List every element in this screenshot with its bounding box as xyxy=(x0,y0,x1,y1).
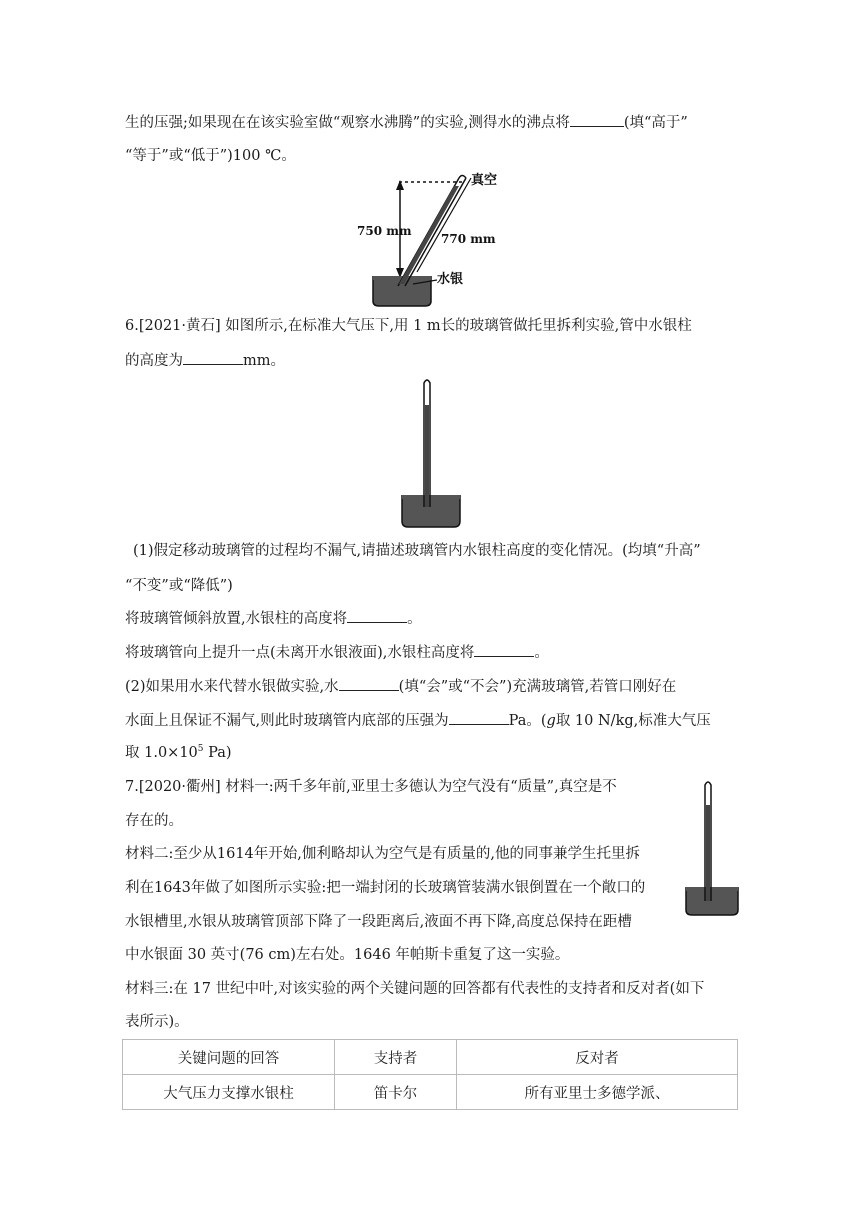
q6-sub1-line-4: 将玻璃管向上提升一点(未离开水银液面),水银柱高度将 。 xyxy=(125,642,549,663)
answer-blank[interactable] xyxy=(474,642,534,657)
q7-text-line-2: 存在的。 xyxy=(125,813,183,829)
q6-sub1-line-2: “不变”或“降低”) xyxy=(125,578,233,594)
viewpoint-table xyxy=(122,1039,738,1110)
q7-text-line-7: 材料三:在 17 世纪中叶,对该实验的两个关键问题的回答都有代表性的支持者和反对者(如下 xyxy=(125,981,705,997)
q6-text-line-2: 的高度为 mm。 xyxy=(125,350,285,371)
answer-blank[interactable] xyxy=(449,710,509,725)
torricelli-experiment-figure xyxy=(684,777,740,919)
vacuum-label: 真空 xyxy=(471,173,498,188)
answer-blank[interactable] xyxy=(339,676,399,691)
q7-text-line-4: 利在1643年做了如图所示实验:把一端封闭的长玻璃管装满水银倒置在一个敞口的 xyxy=(125,880,646,896)
q7-text-line-1: 7.[2020·衢州] 材料一:两千多年前,亚里士多德认为空气没有“质量”,真空是不 xyxy=(125,779,617,795)
height-750-label: 750 mm xyxy=(357,224,412,238)
q6-sub1-line-1: (1)假定移动玻璃管的过程均不漏气,请描述玻璃管内水银柱高度的变化情况。(均填“升高” xyxy=(133,543,701,559)
answer-blank[interactable] xyxy=(347,608,407,623)
q7-text-line-8: 表所示)。 xyxy=(125,1014,189,1030)
q6-sub2-line-2: 水面上且保证不漏气,则此时玻璃管内底部的压强为 Pa。(g取 10 N/kg,标准大气压 xyxy=(125,710,711,731)
answer-blank[interactable] xyxy=(183,350,243,365)
q7-text-line-3: 材料二:至少从1614年开始,伽利略却认为空气是有质量的,他的同事兼学生托里拆 xyxy=(125,846,641,862)
table-header-row xyxy=(123,1040,738,1075)
table-header-cell: 关键问题的回答 xyxy=(123,1040,335,1075)
q5-text-line-2: “等于”或“低于”)100 ℃。 xyxy=(125,148,296,164)
tilted-tube-figure xyxy=(355,168,515,313)
mercury-label: 水银 xyxy=(437,272,464,287)
answer-blank[interactable] xyxy=(570,112,624,127)
table-cell: 所有亚里士多德学派、 xyxy=(457,1075,738,1110)
q6-sub1-line-3: 将玻璃管倾斜放置,水银柱的高度将 。 xyxy=(125,608,422,629)
table-cell: 笛卡尔 xyxy=(335,1075,457,1110)
table-header-cell: 反对者 xyxy=(457,1040,738,1075)
q6-sub2-line-3: 取 $1.0\times 10^5$ Pa) xyxy=(125,744,232,761)
length-770-label: 770 mm xyxy=(441,232,496,246)
q6-text-line-1: 6.[2021·黄石] 如图所示,在标准大气压下,用 1 m长的玻璃管做托里拆利实验,管中水银柱 xyxy=(125,318,692,334)
q6-sub2-line-1: (2)如果用水来代替水银做实验,水 (填“会”或“不会”)充满玻璃管,若管口刚好在 xyxy=(125,676,676,697)
torricelli-figure xyxy=(400,375,462,530)
q7-text-line-5: 水银槽里,水银从玻璃管顶部下降了一段距离后,液面不再下降,高度总保持在距槽 xyxy=(125,914,632,930)
table-row xyxy=(123,1075,738,1110)
q7-text-line-6: 中水银面 30 英寸(76 cm)左右处。1646 年帕斯卡重复了这一实验。 xyxy=(125,947,570,963)
table-cell: 大气压力支撑水银柱 xyxy=(123,1075,335,1110)
table-header-cell: 支持者 xyxy=(335,1040,457,1075)
q5-text-line-1: 生的压强;如果现在在该实验室做“观察水沸腾”的实验,测得水的沸点将 (填“高于” xyxy=(125,112,688,133)
